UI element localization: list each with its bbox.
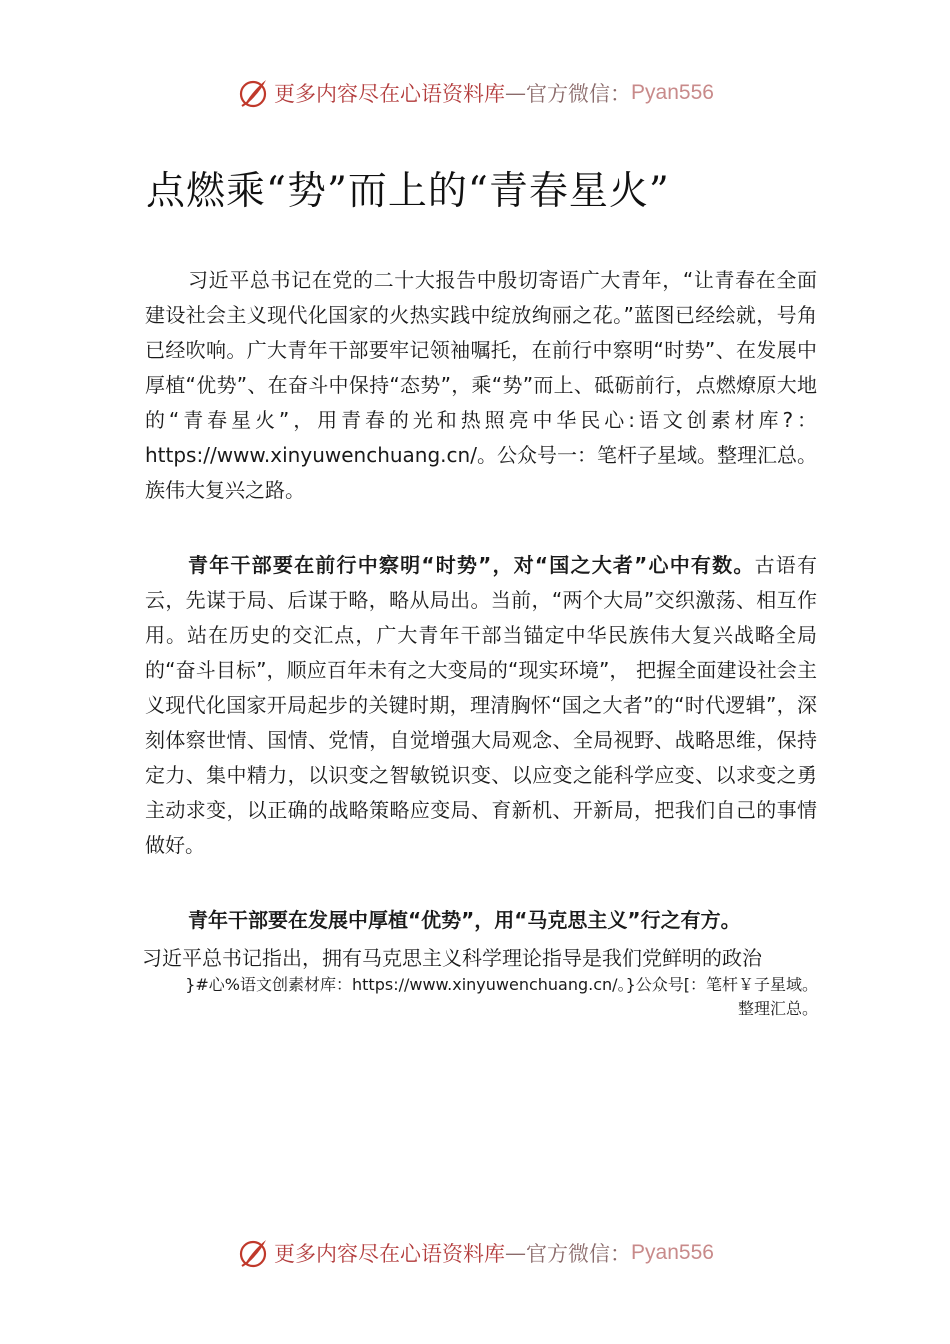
paragraph-body: 古语有云，先谋于局、后谋于略，略从局出。当前，“两个大局”交织激荡、相互作用。站在历史的交汇点，广大青年干部当锚定中华民族伟大复兴战略全局的“奋斗目标”，顺应百年未有之大变局的“现实环境”， 把握全面建设社会主义现代化国家开局起步的关键时期，理清胸怀“国之大者”的“时代逻辑”，深刻体察世情、国情、党情，自觉增强大局观念、全局视野、战略思维，保持定力、集中精力，以识变之智敏锐识变、以应变之能科学应变、以求变之勇主动求变，以正确的战略策略应变局、育新机、开新局，把我们自己的事情做好。: [145, 553, 818, 857]
paragraph-heading-bold: 青年干部要在发展中厚植“优势”，用“马克思主义”行之有方。: [188, 908, 741, 932]
paragraph-current-situation: [145, 548, 817, 863]
footer-banner: [0, 1236, 950, 1270]
paragraph-heading-bold: 青年干部要在前行中察明“时势”，对“国之大者”心中有数。: [188, 553, 755, 577]
quill-pen-icon: [236, 1236, 270, 1270]
paragraph-marxism-body: 习近平总书记指出，拥有马克思主义科学理论指导是我们党鲜明的政治: [142, 946, 762, 970]
banner-main-text: 更多内容尽在心语资料库: [274, 1242, 506, 1266]
banner-separator: —: [505, 1241, 527, 1265]
article-title: 点燃乘“势”而上的“青春星火”: [146, 169, 670, 214]
paragraph-marxism-heading: [145, 903, 817, 938]
banner-wechat-handle: Pyan556: [631, 81, 714, 104]
banner-wechat-label: 官方微信：: [526, 1242, 632, 1266]
banner-main-text: 更多内容尽在心语资料库: [274, 82, 506, 106]
source-watermark: [118, 973, 818, 1021]
quill-pen-icon: [236, 76, 270, 110]
banner-wechat-handle: Pyan556: [631, 1241, 714, 1264]
paragraph-intro: 习近平总书记在党的二十大报告中殷切寄语广大青年，“让青春在全面建设社会主义现代化国家的火热实践中绽放绚丽之花。”蓝图已经绘就，号角已经吹响。广大青年干部要牢记领袖嘱托，在前行中察明“时势”、在发展中厚植“优势”、在奋斗中保持“态势”，乘“势”而上、砥砺前行，点燃燎原大地的“青春星火”，用青春的光和热照亮中华民心:语文创素材库?：https://www.xinyuwenchuang.cn/。公众号一：笔杆子星域。整理汇总。族伟大复兴之路。: [145, 268, 817, 502]
banner-wechat-label: 官方微信：: [526, 82, 632, 106]
source-line: 整理汇总。: [737, 999, 818, 1018]
source-line: }#心%语文创素材库：https://www.xinyuwenchuang.cn/。}公众号[：笔杆￥子星域。: [185, 975, 818, 994]
header-banner: [0, 76, 950, 110]
banner-separator: —: [505, 81, 527, 105]
